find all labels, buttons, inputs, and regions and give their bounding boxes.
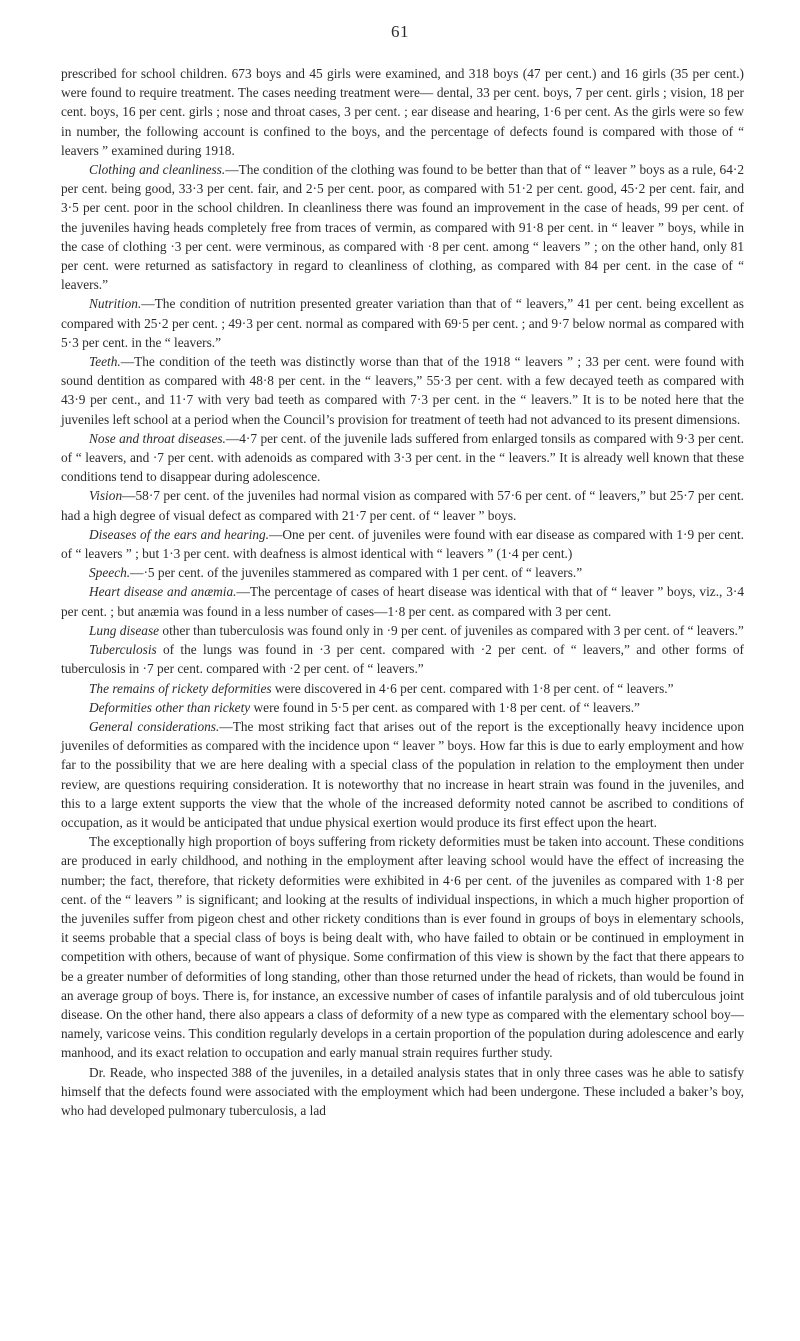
paragraph-text: —4·7 per cent. of the juvenile lads suffered from enlarged tonsils as compared with 9·3 per cent. of “ leavers, and ·7 per cent. with adenoids as compared with 3·3 per cent. in the “ leavers.” It is already well known that these conditions tend to disappear during adolescence. [61,430,744,485]
paragraph-heading: The remains of rickety deformities [89,680,272,696]
paragraph-text: —The condition of nutrition presented greater variation than that of “ leavers,” 41 per cent. being excellent as compared with 25·2 per cent. ; 49·3 per cent. normal as compared with 69·5 per cent. ; and 9·7 below normal as compared with 5·3 per cent. in the “ leavers.” [61,296,744,350]
paragraph-heading: Deformities other than rickety [89,699,251,715]
paragraph-text: —58·7 per cent. of the juveniles had normal vision as compared with 57·6 per cent. of “ leavers,” but 25·7 per cent. had a high degree of visual defect as compared with 21·7 per cent. of “ leaver ” boys. [61,488,744,523]
paragraph-heading: Clothing and cleanliness. [89,162,226,178]
paragraph-clothing [61,160,744,294]
paragraph-speech [61,563,744,582]
paragraph-heading: Nose and throat diseases. [89,430,226,446]
paragraph-ears-hearing [61,525,744,563]
paragraph-text: were found in 5·5 per cent. as compared with 1·8 per cent. of “ leavers.” [250,699,640,715]
paragraph-heading: Teeth. [89,354,121,370]
paragraph-vision [61,486,744,524]
paragraph-teeth [61,352,744,429]
page-number: 61 [391,22,409,41]
paragraph-heart-anaemia [61,582,744,620]
paragraph-heading: Tuberculosis [89,642,157,658]
paragraph-dr-reade [61,1063,744,1121]
paragraph-heading: Diseases of the ears and hearing. [89,526,269,542]
paragraph-rickety [61,679,744,698]
paragraph-heading: General considerations. [89,718,220,734]
paragraph-text: —The condition of the teeth was distinctly worse than that of the 1918 “ leavers ” ; 33 per cent. were found with sound dentition as compared with 48·8 per cent. in the “ leavers,” 55·3 per cent. with a few decayed teeth as compared with 43·9 per cent., and 11·7 with very bad teeth as compared with 7·3 per cent. in the “ leavers.” It is to be noted here that the juveniles left school at a period when the Council’s provision for treatment of teeth had not advanced to its present dimensions. [61,354,744,427]
paragraph-text: of the lungs was found in ·3 per cent. compared with ·2 per cent. of “ leavers,” and other forms of tuberculosis in ·7 per cent. compared with ·2 per cent. of “ leavers.” [61,642,744,677]
paragraph-text: prescribed for school children. 673 boys and 45 girls were examined, and 318 boys (47 per cent.) and 16 girls (35 per cent.) were found to require treatment. The cases needing treatment were— dental, 33 per cent. boys, 7 per cent. girls ; vision, 18 per cent. boys, 16 per cent. girls ; nose and throat cases, 3 per cent. ; ear disease and hearing, 1·6 per cent. As the girls were so few in number, the following account is confined to the boys, and the percentage of defects found is compared with those of “ leavers ” examined during 1918. [61,66,744,158]
paragraph-text: —·5 per cent. of the juveniles stammered as compared with 1 per cent. of “ leavers.” [130,565,583,581]
paragraph-nose-throat [61,429,744,487]
paragraph-text: —The condition of the clothing was found to be better than that of “ leaver ” boys as a rule, 64·2 per cent. being good, 33·3 per cent. fair, and 2·5 per cent. poor, as compared with 51·2 per cent. good, 45·2 per cent. fair, and 3·5 per cent. poor in the school children. In cleanliness there was found an improvement in the case of heads, 99 per cent. of the juveniles having heads completely free from traces of vermin, as compared with 91·8 per cent. in “ leaver ” boys, while in the case of clothing ·3 per cent. were verminous, as compared with ·8 per cent. among “ leavers ” ; on the other hand, only 81 per cent. were returned as satisfactory in regard to cleanliness of clothing, as compared with 84 per cent. in the case of “ leavers.” [61,162,744,293]
paragraph-other-deformities [61,698,744,717]
paragraph-text: —One per cent. of juveniles were found with ear disease as compared with 1·9 per cent. of “ leavers ” ; but 1·3 per cent. with deafness is almost identical with “ leavers ” (1·4 per cent.) [61,526,744,562]
paragraph-heading: Lung disease [89,622,160,638]
paragraph-text: other than tuberculosis was found only in ·9 per cent. of juveniles as compared with 3 per cent. of “ leavers.” [159,622,744,638]
paragraph-general-considerations [61,717,744,832]
paragraph-text: —The most striking fact that arises out of the report is the exceptionally heavy incidence upon juveniles of deformities as compared with the incidence upon “ leaver ” boys. How far this is due to early employment and how far to the possibility that we are here dealing with a special class of the population in relation to the employment then under review, are questions requiring consideration. It is noteworthy that no increase in heart strain was found in the juveniles, and this to a large extent supports the view that the whole of the increased deformity noted cannot be ascribed to conditions of occupation, as it would be anticipated that undue physical exertion would produce its first effect upon the heart. [61,718,744,830]
paragraph-text: The exceptionally high proportion of boys suffering from rickety deformities must be taken into account. These conditions are produced in early childhood, and nothing in the employment after leaving school would have the effect of increasing the number; the fact, therefore, that rickety deformities were exhibited in 4·6 per cent. of the juveniles as compared with 1·8 per cent. of the “ leavers ” is significant; and looking at the results of individual inspections, in which a much higher proportion of the juveniles suffer from pigeon chest and other rickety conditions than is ever found in groups of boys in elementary schools, it seems probable that a special class of boys is being dealt with, who have failed to obtain or be continued in employment in competition with others, because of want of physique. Some confirmation of this view is shown by the fact that there appears to be a greater number of deformities of long standing, other than those returned under the head of rickets, than would be found in an average group of boys. There is, for instance, an excessive number of cases of infantile paralysis and of old tuberculous joint disease. On the other hand, there also appears a class of deformity of a new type as compared with the elementary school boy—namely, varicose veins. This condition regularly develops in a certain proportion of the population during adolescence and early manhood, and its exact relation to occupation and early manual strain requires further study. [61,834,744,1061]
paragraph-intro [61,64,744,160]
paragraph-text: —The percentage of cases of heart disease was identical with that of “ leaver ” boys, viz., 3·4 per cent. ; but anæmia was found in a less number of cases—1·8 per cent. as compared with 3 per cent. [61,584,744,619]
paragraph-heading: Speech. [89,565,131,581]
paragraph-heading: Vision [89,488,123,504]
paragraph-lung-disease [61,621,744,640]
paragraph-text: Dr. Reade, who inspected 388 of the juveniles, in a detailed analysis states that in only three cases was he able to satisfy himself that the defects found were associated with the employment which had been undergone. These included a baker’s boy, who had developed pulmonary tuberculosis, a lad [61,1064,744,1118]
body-text [61,64,744,1120]
paragraph-tuberculosis [61,640,744,678]
paragraph-text: were discovered in 4·6 per cent. compared with 1·8 per cent. of “ leavers.” [271,680,674,696]
paragraph-nutrition [61,294,744,352]
paragraph-heading: Nutrition. [89,296,142,312]
paragraph-heading: Heart disease and anæmia. [89,584,237,600]
paragraph-rickety-proportion [61,832,744,1062]
